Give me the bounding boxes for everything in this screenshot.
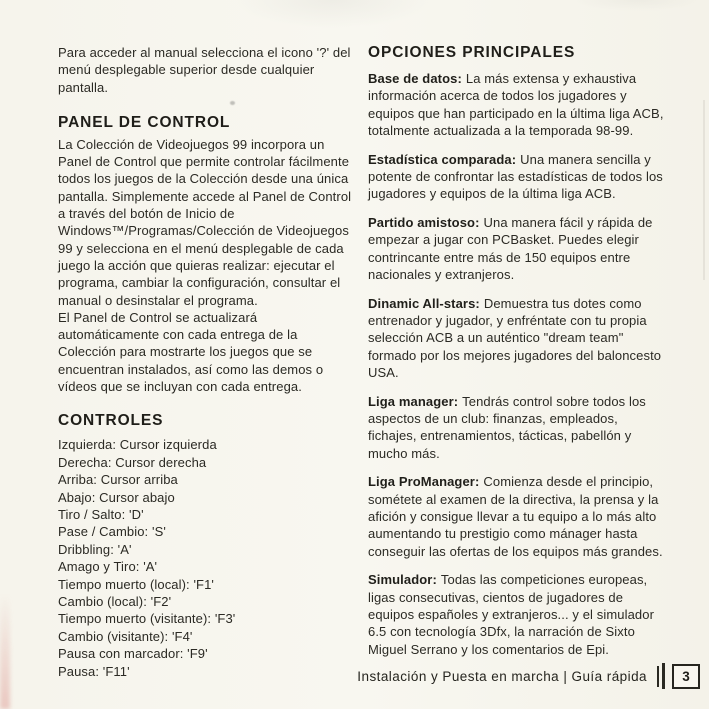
option-text: Todas las competiciones europeas, ligas consecutivas, cientos de jugadores de equipos españoles y extranjeros... y el simulador 6.5 con tecnología 3Dfx, la narración de Sixto Miguel Serrano y los comentarios de Epi. (368, 572, 654, 657)
option-estadistica-comparada (368, 151, 670, 203)
page-number-box (672, 664, 700, 689)
option-text: La más extensa y exhaustiva información acerca de todos los jugadores y equipos que han participado en la última liga ACB, totalmente actualizada a la temporada 98-99. (368, 71, 664, 138)
control-binding-dribbling: Dribbling: 'A' (58, 541, 132, 557)
intro-paragraph: Para acceder al manual selecciona el icono '?' del menú desplegable superior desde cualquier pantalla. (58, 45, 351, 95)
option-text: Comienza desde el principio, sométete al examen de la directiva, la prensa y la afición y consigue llevar a tu equipo a lo más alto aumentando tu prestigio como mánager hasta conseguir las ofertas de los equipos más grandes. (368, 474, 663, 559)
option-label: Dinamic All-stars: (368, 295, 480, 311)
page-edge-shadow (703, 100, 705, 280)
option-label: Liga manager: (368, 393, 459, 409)
control-binding-timeout-local: Tiempo muerto (local): 'F1' (58, 576, 215, 592)
control-binding-pass: Pase / Cambio: 'S' (58, 524, 166, 540)
option-label: Partido amistoso: (368, 215, 480, 231)
option-text: Una manera fácil y rápida de empezar a jugar con PCBasket. Puedes elegir contrincante entre más de 150 equipos entre nacionales y extranjeros. (368, 215, 653, 282)
right-column (368, 44, 670, 669)
option-simulador (368, 571, 670, 657)
control-binding-pause: Pausa: 'F11' (58, 663, 130, 679)
double-bar-divider (657, 663, 665, 689)
control-binding-up: Arriba: Cursor arriba (58, 472, 178, 488)
divider-line-thick (662, 663, 665, 689)
control-binding-left: Izquierda: Cursor izquierda (58, 437, 217, 453)
controls-list (58, 436, 357, 680)
option-label: Base de datos: (368, 71, 462, 86)
divider-line-thin (657, 666, 659, 687)
option-text: Demuestra tus dotes como entrenador y jugador, y enfréntate con tu propia selección ACB a un auténtico "dream team" formado por los mejores jugadores del baloncesto USA. (368, 295, 662, 380)
option-text: Tendrás control sobre todos los aspectos de un club: finanzas, empleados, fichajes, entrenamientos, tácticas, pabellón y mucho más. (368, 393, 646, 461)
option-dinamic-all-stars (368, 295, 670, 381)
control-binding-pause-score: Pausa con marcador: 'F9' (58, 646, 208, 662)
control-binding-sub-visitor: Cambio (visitante): 'F4' (58, 628, 193, 644)
option-label: Estadística comparada: (368, 151, 517, 167)
control-binding-fake-shot: Amago y Tiro: 'A' (58, 559, 158, 575)
control-binding-right: Derecha: Cursor derecha (58, 454, 207, 470)
control-binding-shot: Tiro / Salto: 'D' (58, 506, 144, 522)
panel-de-control-heading: PANEL DE CONTROL (58, 113, 231, 131)
option-label: Simulador: (368, 572, 437, 588)
option-liga-promanager (368, 473, 670, 559)
option-partido-amistoso (368, 214, 670, 283)
panel-paragraph-2: El Panel de Control se actualizará automáticamente con cada entrega de la Colección para mostrarte los juegos que se encuentran instalados, así como las demos o vídeos que se incluyan con cada entrega. (58, 309, 324, 395)
controles-heading: CONTROLES (58, 412, 164, 430)
option-base-de-datos (368, 70, 670, 139)
option-liga-manager (368, 393, 670, 462)
control-binding-down: Abajo: Cursor abajo (58, 489, 175, 505)
control-binding-sub-local: Cambio (local): 'F2' (58, 594, 172, 609)
control-binding-timeout-visitor: Tiempo muerto (visitante): 'F3' (58, 611, 236, 627)
page-number: 3 (682, 668, 690, 684)
scan-edge-smudge (0, 594, 10, 709)
footer-breadcrumb: Instalación y Puesta en marcha | Guía rápida (357, 668, 647, 684)
panel-paragraph-1: La Colección de Videojuegos 99 incorpora un Panel de Control que permite controlar fácilmente todos los juegos de la Colección desde una única pantalla. Simplemente accede al Panel de Control a través del botón de Inicio de Windows™/Programas/Colección de Videojuegos 99 y selecciona en el menú desplegable de cada juego la acción que quieras realizar: ejecutar el programa, cambiar la configuración, consultar el manual o desinstalar el programa. (58, 136, 352, 308)
page-footer (357, 663, 700, 689)
option-label: Liga ProManager: (368, 474, 480, 490)
opciones-principales-heading: OPCIONES PRINCIPALES (368, 44, 576, 61)
left-column (58, 44, 357, 680)
option-text: Una manera sencilla y potente de confrontar las estadísticas de todos los jugadores y equipos de la última liga ACB. (368, 151, 663, 202)
